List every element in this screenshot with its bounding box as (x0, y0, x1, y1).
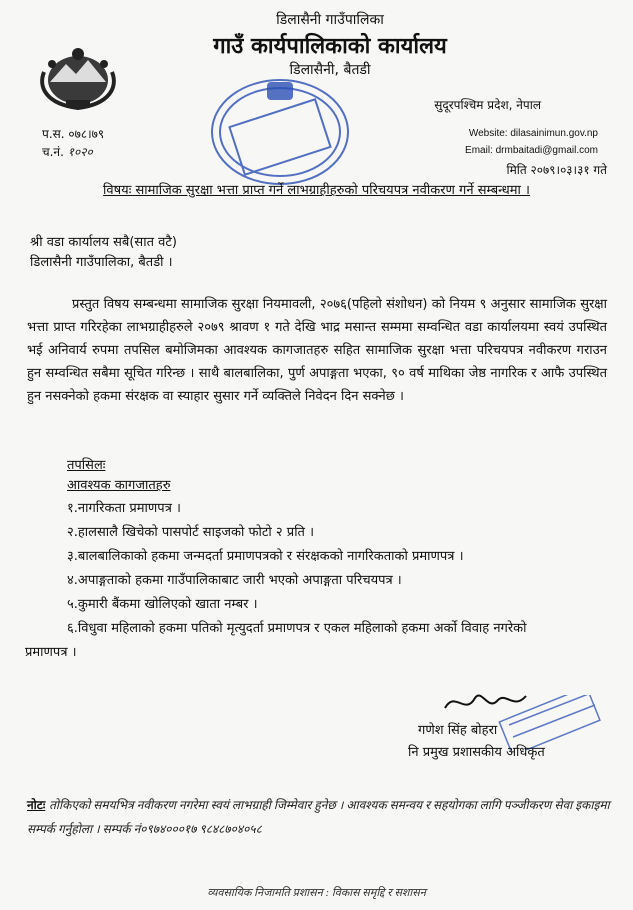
chalani-row (42, 143, 93, 160)
requirement-item: १.नागरिकता प्रमाणपत्र । (67, 501, 181, 516)
note-label: नोटः (27, 798, 46, 812)
requirement-item: ३.बालबालिकाको हकमा जन्मदर्ता प्रमाणपत्रको र संरक्षकको नागरिकताको प्रमाणपत्र । (67, 549, 464, 564)
province-text: सुदूरपश्चिम प्रदेश, नेपाल (434, 98, 541, 112)
office-name: गाउँ कार्यपालिकाको कार्यालय (213, 34, 447, 59)
chalani-label: च.नं. (42, 145, 64, 159)
requirement-item: ६.विधुवा महिलाको हकमा पतिको मृत्युदर्ता प्रमाणपत्र र एकल महिलाको हकमा अर्को विवाह नगरेको (67, 621, 527, 636)
addressee-line-1: श्री वडा कार्यालय सबै(सात वटै) (30, 235, 177, 250)
email-text: Email: drmbaitadi@gmail.com (465, 145, 598, 156)
requirement-item: २.हालसालै खिचेको पासपोर्ट साइजको फोटो २ प्रति । (67, 525, 315, 540)
office-location: डिलासैनी, बैतडी (289, 62, 371, 78)
body-paragraph: प्रस्तुत विषय सम्बन्धमा सामाजिक सुरक्षा नियमावली, २०७६(पहिलो संशोधन) को नियम ९ अनुसार सामाजिक सुरक्षा भत्ता प्राप्त गरिरहेका लाभग्राहीहरुले २०७९ श्रावण १ गते देखि भाद्र मसान्त सम्ममा सम्वन्धित वडा कार्यालयमा स्वयं उपस्थित भई अनिवार्य रुपमा तपसिल बमोजिमका आवश्यक कागजातहरु सहित सामाजिक सुरक्षा भत्ता परिचयपत्र नवीकरण गराउन हुन सम्वन्धित सबैमा सूचित गरिन्छ । साथै बालबालिका, पुर्ण अपाङ्गता भएका, ९० वर्ष माथिका जेष्ठ नागरिक र आफै उपस्थित हुन नसक्नेको हकमा संरक्षक वा स्याहार सुसार गर्ने व्यक्तिले निवेदन दिन सक्नेछ । (27, 297, 607, 404)
signatory-name: गणेश सिंह बोहरा (418, 723, 498, 738)
requirement-item: ५.कुमारी बैंकमा खोलिएको खाता नम्बर । (67, 597, 258, 612)
website-text: Website: dilasainimun.gov.np (468, 128, 598, 139)
letter-date: मिति २०७९।०३।३१ गते (506, 163, 607, 177)
chalani-number: १०२० (67, 145, 93, 159)
requirements-title: आवश्यक कागजातहरु (67, 478, 171, 493)
patra-sankhya: प.स. ०७८।७९ (42, 127, 105, 141)
requirement-item: ४.अपाङ्गताको हकमा गाउँपालिकाबाट जारी भएको अपाङ्गता परिचयपत्र । (67, 573, 402, 588)
nepal-emblem-icon (36, 42, 120, 112)
note-text: तोकिएको समयभित्र नवीकरण नगरेमा स्वयं लाभग्राही जिम्मेवार हुनेछ । आवश्यक समन्वय र सहयोगका लागि पञ्जीकरण सेवा इकाइमा सम्पर्क गर्नुहोला । सम्पर्क नं०९७४०००१७ ९८४८७०४०५८ (27, 798, 610, 836)
org-name: डिलासैनी गाउँपालिका (276, 12, 384, 28)
addressee-line-2: डिलासैनी गाउँपालिका, बैतडी । (30, 255, 173, 270)
note-block (27, 793, 617, 841)
subject-line (0, 180, 633, 198)
office-seal-icon (205, 72, 355, 192)
footer-slogan: व्यवसायिक निजामति प्रशासन : विकास समृद्दि र सशासन (207, 887, 426, 899)
requirement-item-continued: प्रमाणपत्र । (25, 645, 77, 660)
signatory-designation: नि प्रमुख प्रशासकीय अधिकृत (408, 745, 545, 760)
tapsil-label: तपसिलः (67, 458, 106, 473)
subject-text: विषयः सामाजिक सुरक्षा भत्ता प्राप्त गर्ने लाभग्राहीहरुको परिचयपत्र नवीकरण गर्ने सम्बन्धमा । (103, 183, 530, 198)
